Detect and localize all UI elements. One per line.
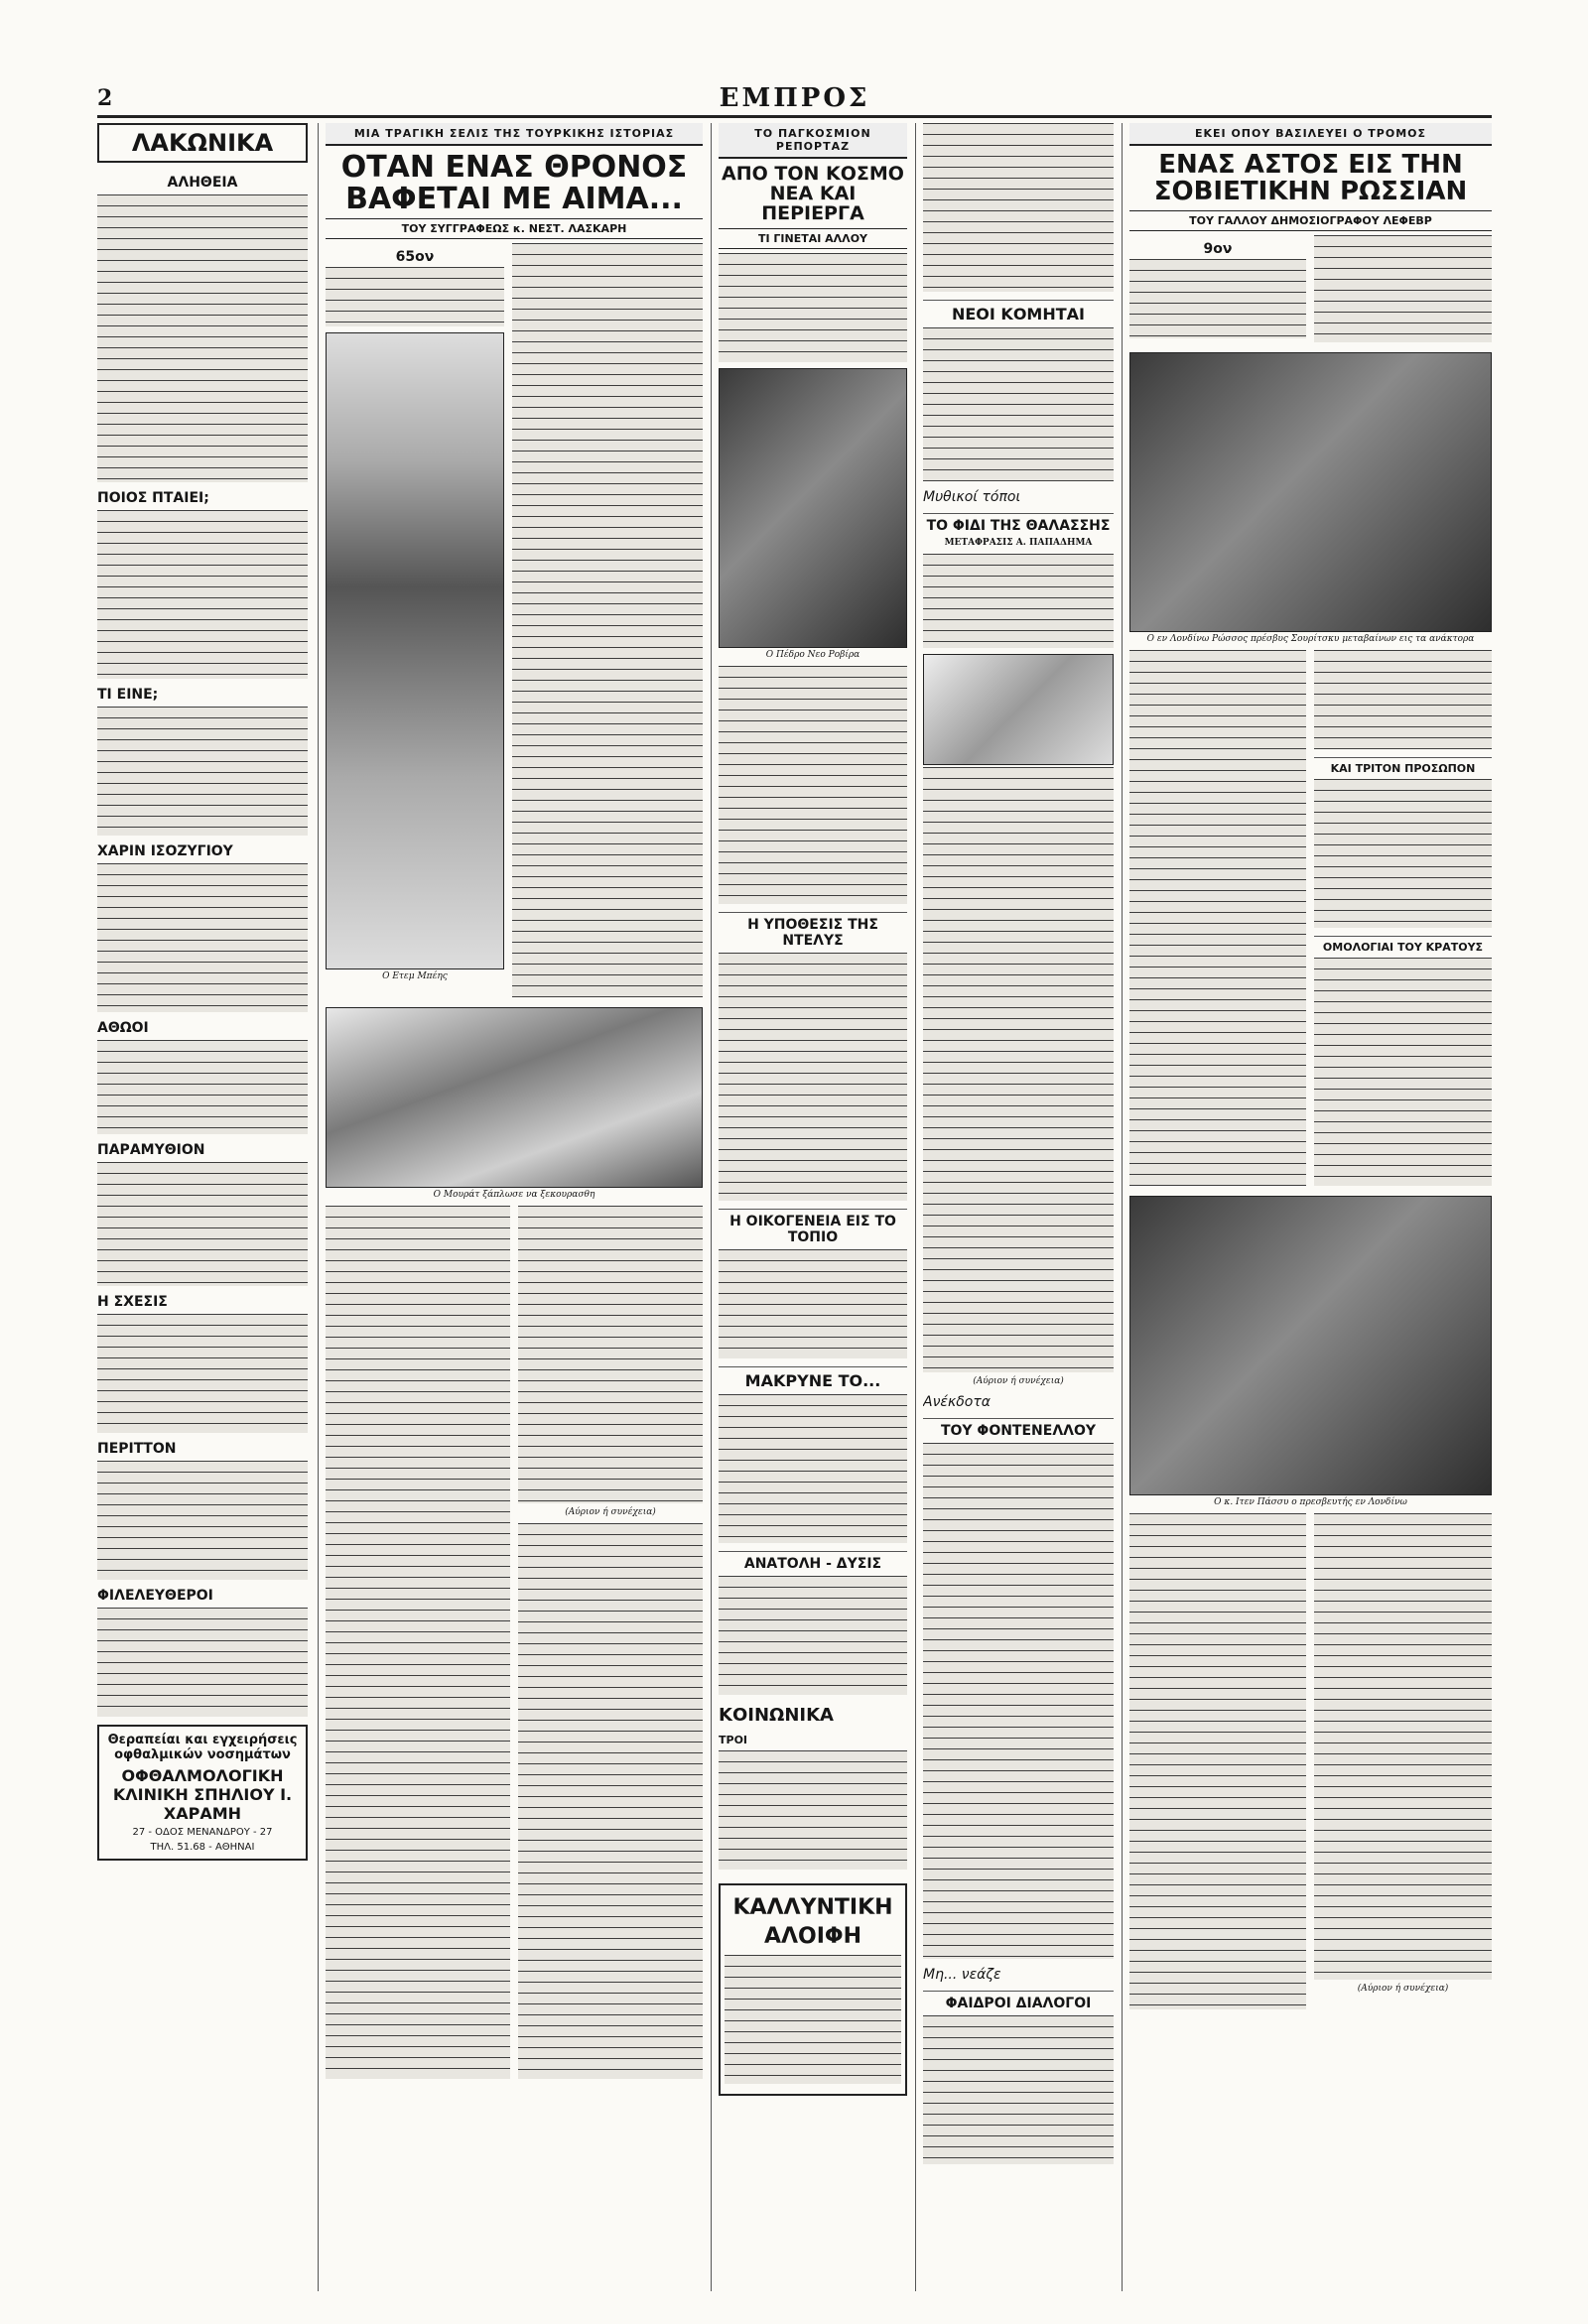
subhead-ypothesis: Η ΥΠΟΘΕΣΙΣ ΤΗΣ ΝΤΕΛΥΣ <box>719 912 907 949</box>
subhead-poios: ΠΟΙΟΣ ΠΤΑΙΕΙ; <box>97 490 209 506</box>
subhead-oikogeneia: Η ΟΙΚΟΓΕΝΕΙΑ ΕΙΣ ΤΟ ΤΟΠΙΟ <box>719 1209 907 1245</box>
text-block <box>512 243 703 997</box>
subhead-makryne: ΜΑΚΡΥΝΕ ΤΟ... <box>719 1366 907 1390</box>
diplomat-photo <box>1129 1196 1492 1495</box>
caption-sleeping: Ο Μουράτ ξάπλωσε να ξεκουρασθη <box>433 1190 596 1200</box>
story-top-left <box>1129 235 1306 346</box>
story-bottom-right <box>1314 1513 1492 2013</box>
section-anekdota: Ανέκδοτα <box>923 1394 992 1410</box>
headline-line-1: ΟΤΑΝ ΕΝΑΣ ΘΡΟΝΟΣ <box>340 150 688 185</box>
subhead-filel: ΦΙΛΕΛΕΥΘΕΡΟΙ <box>97 1588 213 1604</box>
column-rule <box>915 123 916 2291</box>
text-block <box>1129 259 1306 338</box>
story-middle-right <box>1314 650 1492 1190</box>
subhead-fidi: ΤΟ ΦΙΔΙ ΤΗΣ ΘΑΛΑΣΣΗΣ <box>923 513 1114 534</box>
headline-line-2: ΒΑΦΕΤΑΙ ΜΕ ΑΙΜΑ... <box>345 181 683 216</box>
text-block <box>518 1206 703 1503</box>
text-block <box>97 510 308 679</box>
text-block <box>1314 779 1492 928</box>
section-title: ΛΑΚΩΝΙΚΑ <box>97 123 308 163</box>
portrait-illustration <box>326 332 504 969</box>
koinonika-title: ΚΟΙΝΩΝΙΚΑ <box>719 1704 834 1726</box>
column-rule <box>318 123 319 2291</box>
masthead <box>97 83 1492 123</box>
text-block <box>725 1955 901 2084</box>
text-block <box>1314 958 1492 1186</box>
text-block <box>326 1206 510 2079</box>
text-block <box>97 863 308 1012</box>
text-block <box>1314 1513 1492 1980</box>
column-lakonika <box>97 123 308 2291</box>
headline-line-1: ΕΝΑΣ ΑΣΤΟΣ ΕΙΣ ΤΗΝ <box>1158 150 1463 180</box>
caption-diplomat: Ο κ. Ιτεν Πάσσυ ο πρεσβευτής εν Λονδίνω <box>1214 1496 1407 1507</box>
subhead-ti-eine: ΤΙ ΕΙΝΕ; <box>97 687 159 703</box>
story-left <box>326 243 504 1001</box>
column-thronos <box>326 123 703 2291</box>
story-continued-right <box>518 1206 703 2083</box>
text-block <box>719 253 907 362</box>
page-number: 2 <box>97 85 113 111</box>
story-body <box>326 243 703 1001</box>
ambassador-photo <box>1129 352 1492 632</box>
text-block <box>1314 235 1492 342</box>
subhead-neoi: ΝΕΟΙ ΚΟΜΗΤΑΙ <box>923 300 1114 323</box>
masthead-rule <box>97 115 1492 118</box>
text-block <box>518 1523 703 2079</box>
ad-title-2: ΑΛΟΙΦΗ <box>763 1923 862 1949</box>
subhead-kai: ΚΑΙ ΤΡΙΤΟΝ ΠΡΟΣΩΠΟΝ <box>1314 757 1492 775</box>
text-block <box>719 666 907 904</box>
subhead-faidroi: ΦΑΙΔΡΟΙ ΔΙΑΛΟΓΟΙ <box>923 1991 1114 2011</box>
text-block <box>719 1576 907 1695</box>
continued-note: (Αύριον ή συνέχεια) <box>973 1376 1064 1386</box>
text-block <box>97 1040 308 1134</box>
kicker: ΜΙΑ ΤΡΑΓΙΚΗ ΣΕΛΙΣ ΤΗΣ ΤΟΥΡΚΙΚΗΣ ΙΣΤΟΡΙΑΣ <box>326 123 703 146</box>
caption-portrait: Ο Ετεμ Μπέης <box>382 971 448 981</box>
continued-note: (Αύριον ή συνέχεια) <box>565 1507 656 1517</box>
byline: ΤΟΥ ΓΑΛΛΟΥ ΔΗΜΟΣΙΟΓΡΑΦΟΥ ΛΕΦΕΒΡ <box>1129 210 1492 231</box>
text-block <box>1314 650 1492 749</box>
kicker: ΕΚΕΙ ΟΠΟΥ ΒΑΣΙΛΕΥΕΙ Ο ΤΡΟΜΟΣ <box>1129 123 1492 146</box>
text-block <box>97 1162 308 1286</box>
text-block <box>97 1461 308 1580</box>
headline-line-2: ΣΟΒΙΕΤΙΚΗΝ ΡΩΣΣΙΑΝ <box>1153 177 1468 207</box>
kicker: ΤΟ ΠΑΓΚΟΣΜΙΟΝ ΡΕΠΟΡΤΑΖ <box>719 123 907 159</box>
story-middle <box>1129 650 1492 1190</box>
story-continued <box>326 1206 703 2083</box>
text-block <box>923 327 1114 481</box>
clinic-advertisement <box>97 1725 308 1861</box>
column-rule <box>1122 123 1123 2291</box>
headline-line-1: ΑΠΟ ΤΟΝ ΚΟΣΜΟ <box>722 163 904 185</box>
sleeping-illustration <box>326 1007 703 1188</box>
installment-number: 9ον <box>1203 240 1233 257</box>
subhead-fontenel: ΤΟΥ ΦΟΝΤΕΝΕΛΛΟΥ <box>923 1418 1114 1439</box>
text-block <box>719 1394 907 1543</box>
column-rossia <box>1129 123 1492 2291</box>
installment-number: 65ον <box>395 249 435 265</box>
text-block <box>923 123 1114 292</box>
text-block <box>923 554 1114 648</box>
caption-rob: Ο Πέδρο Νεο Ροβίρα <box>765 649 860 660</box>
section-mythoi: Μυθικοί τόποι <box>923 489 1021 505</box>
text-block <box>719 953 907 1201</box>
caption-ambassador: Ο εν Λονδίνω Ρώσσος πρέσβυς Σουρίτσκυ μεταβαίνων εις τα ανάκτορα <box>1146 633 1475 644</box>
subhead-mh: Μη... νεάζε <box>923 1967 1001 1983</box>
text-block <box>719 1750 907 1870</box>
text-block <box>923 1443 1114 1959</box>
text-block <box>923 2015 1114 2164</box>
text-block <box>97 1608 308 1717</box>
text-block <box>97 707 308 836</box>
continued-note: (Αύριον ή συνέχεια) <box>1357 1983 1449 1994</box>
text-block <box>326 267 504 326</box>
ad-line-3: 27 - ΟΔΟΣ ΜΕΝΑΝΔΡΟΥ - 27 <box>132 1827 273 1838</box>
subhead-xarin: ΧΑΡΙΝ ΙΣΟΖΥΓΙΟΥ <box>97 843 233 859</box>
text-block <box>1129 650 1306 1186</box>
subhead-aletheia: ΑΛΗΘΕΙΑ <box>167 175 238 191</box>
portrait-photo <box>719 368 907 648</box>
story-bottom <box>1129 1513 1492 2013</box>
subhead-paramythion: ΠΑΡΑΜΥΘΙΟΝ <box>97 1142 205 1158</box>
text-block <box>97 194 308 482</box>
story-top <box>1129 235 1492 346</box>
ad-line-1: Θεραπείαι και εγχειρήσεις οφθαλμικών νοσημάτων <box>107 1733 298 1762</box>
deck: ΤΙ ΓΙΝΕΤΑΙ ΑΛΛΟΥ <box>719 228 907 249</box>
story-right <box>512 243 703 1001</box>
headline-line-2: ΝΕΑ ΚΑΙ ΠΕΡΙΕΡΓΑ <box>761 182 864 224</box>
text-block <box>1129 1513 1306 2009</box>
ointment-advertisement <box>719 1883 907 2096</box>
ad-title-1: ΚΑΛΛΥΝΤΙΚΗ <box>732 1894 893 1920</box>
subhead-peritton: ΠΕΡΙΤΤΟΝ <box>97 1441 177 1457</box>
subhead-athooi: ΑΘΩΟΙ <box>97 1020 149 1036</box>
paper-name: ΕΜΠΡΟΣ <box>719 83 870 113</box>
ad-line-4: ΤΗΛ. 51.68 - ΑΘΗΝΑΙ <box>150 1842 255 1853</box>
ad-line-2: ΟΦΘΑΛΜΟΛΟΓΙΚΗ ΚΛΙΝΙΚΗ ΣΠΗΛΙΟΥ Ι. ΧΑΡΑΜΗ <box>112 1766 293 1823</box>
column-misc <box>923 123 1114 2291</box>
byline: ΤΟΥ ΣΥΓΓΡΑΦΕΩΣ κ. ΝΕΣΤ. ΛΑΣΚΑΡΗ <box>326 218 703 239</box>
column-rule <box>711 123 712 2291</box>
sea-serpent-illustration <box>923 654 1114 765</box>
text-block <box>97 1314 308 1433</box>
koinonika-sub: ΤΡΟΙ <box>719 1733 748 1746</box>
column-kosmos <box>719 123 907 2291</box>
subhead-omologiai: ΟΜΟΛΟΓΙΑΙ ΤΟΥ ΚΡΑΤΟΥΣ <box>1314 936 1492 954</box>
text-block <box>719 1249 907 1358</box>
fidi-translator: ΜΕΤΑΦΡΑΣΙΣ Α. ΠΑΠΑΔΗΜΑ <box>944 538 1093 548</box>
subhead-sxesis: Η ΣΧΕΣΙΣ <box>97 1294 168 1310</box>
text-block <box>923 767 1114 1372</box>
subhead-anatoli: ΑΝΑΤΟΛΗ - ΔΥΣΙΣ <box>719 1551 907 1572</box>
